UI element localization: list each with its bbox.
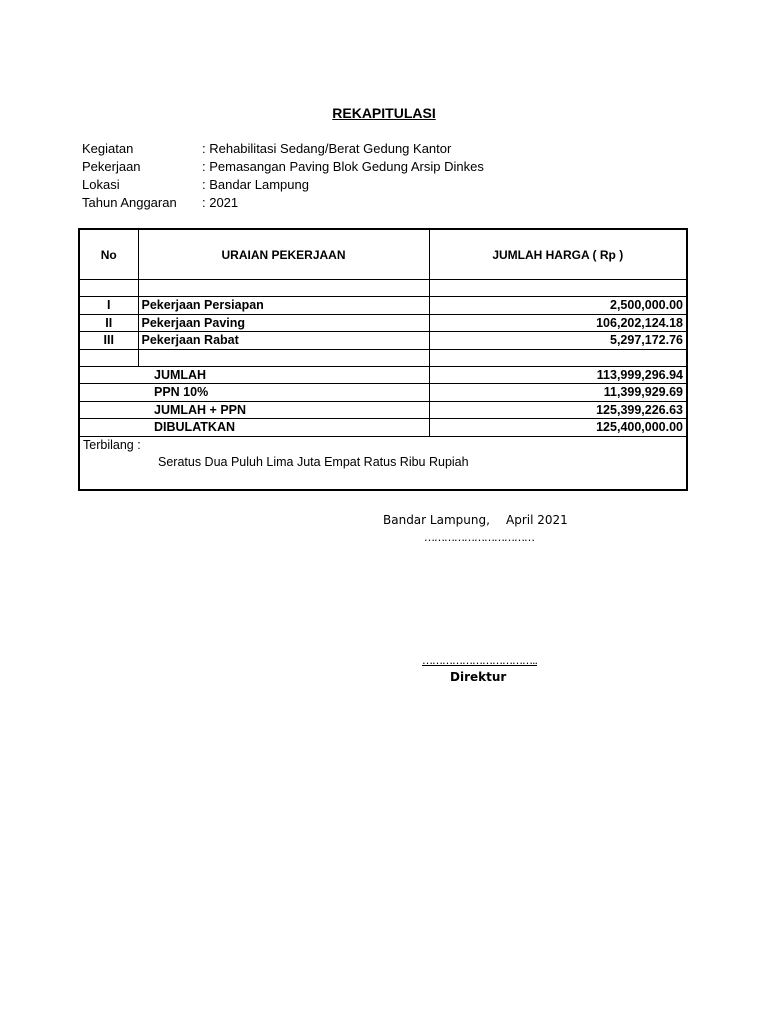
info-row-tahun-anggaran (82, 195, 484, 213)
summary-row-ppn (80, 384, 686, 402)
item-uraian: Pekerjaan Persiapan (138, 297, 429, 315)
summary-value: 125,399,226.63 (429, 401, 686, 419)
signature-date: April 2021 (506, 513, 568, 527)
summary-label: PPN 10% (80, 384, 429, 402)
item-uraian: Pekerjaan Paving (138, 314, 429, 332)
page-title: REKAPITULASI (332, 105, 436, 121)
table-header-row (80, 230, 686, 280)
info-row-kegiatan (82, 141, 484, 159)
spacer-row (80, 280, 686, 297)
summary-label: JUMLAH (80, 366, 429, 384)
header-uraian: URAIAN PEKERJAAN (138, 230, 429, 280)
summary-row-dibulatkan (80, 419, 686, 437)
info-label: Lokasi (82, 177, 120, 192)
item-jumlah: 106,202,124.18 (429, 314, 686, 332)
summary-value: 113,999,296.94 (429, 366, 686, 384)
spacer-row (80, 349, 686, 366)
item-no: II (80, 314, 138, 332)
item-no: III (80, 332, 138, 350)
item-uraian: Pekerjaan Rabat (138, 332, 429, 350)
info-label: Kegiatan (82, 141, 134, 156)
info-value: : Pemasangan Paving Blok Gedung Arsip Dinkes (202, 159, 484, 174)
summary-value: 11,399,929.69 (429, 384, 686, 402)
signature-name-line: …………………………….. (422, 654, 537, 667)
project-info (82, 141, 484, 213)
info-value: : 2021 (202, 195, 239, 210)
summary-row-jumlah-ppn (80, 401, 686, 419)
signature-dots-top: …………………………… (424, 531, 534, 544)
info-row-lokasi (82, 177, 484, 195)
table-row (80, 332, 686, 350)
table-row (80, 297, 686, 315)
info-row-pekerjaan (82, 159, 484, 177)
item-no: I (80, 297, 138, 315)
summary-row-jumlah (80, 366, 686, 384)
terbilang-label: Terbilang : (83, 437, 141, 452)
summary-value: 125,400,000.00 (429, 419, 686, 437)
summary-label: DIBULATKAN (80, 419, 429, 437)
terbilang-value: Seratus Dua Puluh Lima Juta Empat Ratus Ribu Rupiah (158, 454, 469, 469)
info-value: : Bandar Lampung (202, 177, 309, 192)
info-label: Tahun Anggaran (82, 195, 177, 210)
signature-place: Bandar Lampung, (383, 513, 490, 527)
item-jumlah: 5,297,172.76 (429, 332, 686, 350)
item-jumlah: 2,500,000.00 (429, 297, 686, 315)
table-row (80, 314, 686, 332)
summary-label: JUMLAH + PPN (80, 401, 429, 419)
recap-table (78, 228, 688, 491)
signature-role: Direktur (450, 670, 507, 684)
info-label: Pekerjaan (82, 159, 141, 174)
header-jumlah: JUMLAH HARGA ( Rp ) (429, 230, 686, 280)
header-no: No (80, 230, 138, 280)
info-value: : Rehabilitasi Sedang/Berat Gedung Kantor (202, 141, 452, 156)
terbilang-section (80, 437, 686, 489)
